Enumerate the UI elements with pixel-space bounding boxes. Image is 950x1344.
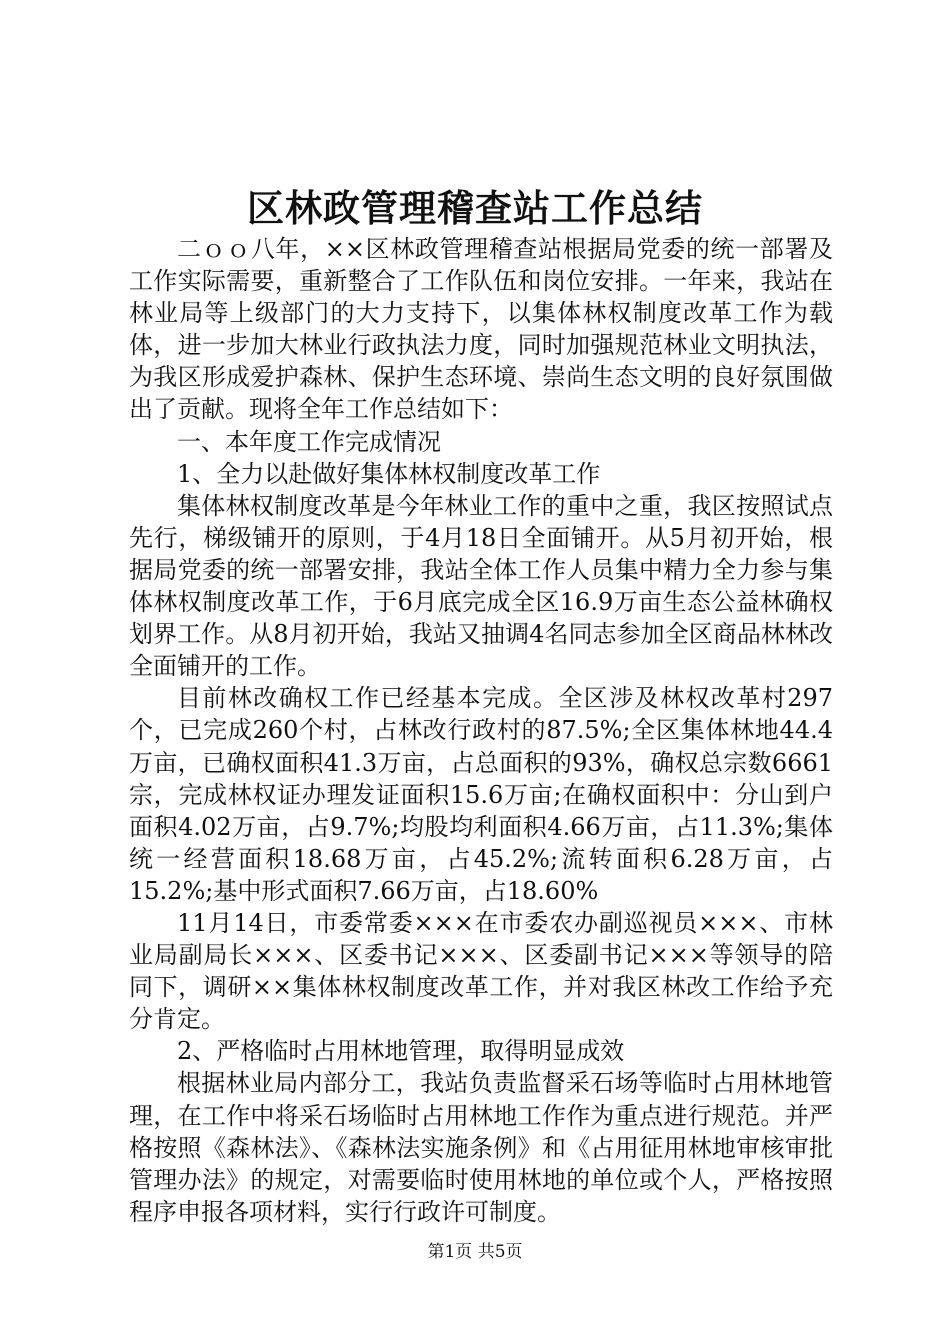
page-footer: 第1页 共5页 xyxy=(427,1242,523,1262)
paragraph-progress: 目前林改确权工作已经基本完成。全区涉及林权改革村297个，已完成260个村，占林改行政村的87.5%;全区集体林地44.4万亩，已确权面积41.3万亩，占总面积的93%，确权总宗数6661宗，完成林权证办理发证面积15.6万亩;在确权面积中：分山到户面积4.02万亩，占9.7%;均股均利面积4.66万亩，占11.3%;集体统一经营面积18.68万亩，占45.2%;流转面积6.28万亩，占15.2%;基中形式面积7.66万亩，占18.60% xyxy=(129,684,833,905)
subsection-heading-2: 2、严格临时占用林地管理，取得明显成效 xyxy=(177,1037,625,1066)
document-body xyxy=(129,233,833,1228)
paragraph-reform: 集体林权制度改革是今年林业工作的重中之重，我区按照试点先行，梯级铺开的原则，于4月18日全面铺开。从5月初开始，根据局党委的统一部署安排，我站全体工作人员集中精力全力参与集体林权制度改革工作，于6月底完成全区16.9万亩生态公益林确权划界工作。从8月初开始，我站又抽调4名同志参加全区商品林林改全面铺开的工作。 xyxy=(129,491,833,681)
paragraph-intro: 二ｏｏ八年，××区林政管理稽查站根据局党委的统一部署及工作实际需要，重新整合了工作队伍和岗位安排。一年来，我站在林业局等上级部门的大力支持下，以集体林权制度改革工作为载体，进一步加大林业行政执法力度，同时加强规范林业文明执法，为我区形成爱护森林、保护生态环境、崇尚生态文明的良好氛围做出了贡献。现将全年工作总结如下： xyxy=(129,235,833,424)
paragraph-visit: 11月14日，市委常委×××在市委农办副巡视员×××、市林业局副局长×××、区委书记×××、区委副书记×××等领导的陪同下，调研××集体林权制度改革工作，并对我区林改工作给予充分肯定。 xyxy=(129,908,833,1034)
document-title: 区林政管理稽查站工作总结 xyxy=(247,186,703,230)
paragraph-land-management: 根据林业局内部分工，我站负责监督采石场等临时占用林地管理，在工作中将采石场临时占用林地工作作为重点进行规范。并严格按照《森林法》、《森林法实施条例》和《占用征用林地审核审批管理办法》的规定，对需要临时使用林地的单位或个人，严格按照程序申报各项材料，实行行政许可制度。 xyxy=(129,1069,833,1226)
subsection-heading-1: 1、全力以赴做好集体林权制度改革工作 xyxy=(177,459,601,488)
section-heading-1: 一、本年度工作完成情况 xyxy=(177,427,441,456)
